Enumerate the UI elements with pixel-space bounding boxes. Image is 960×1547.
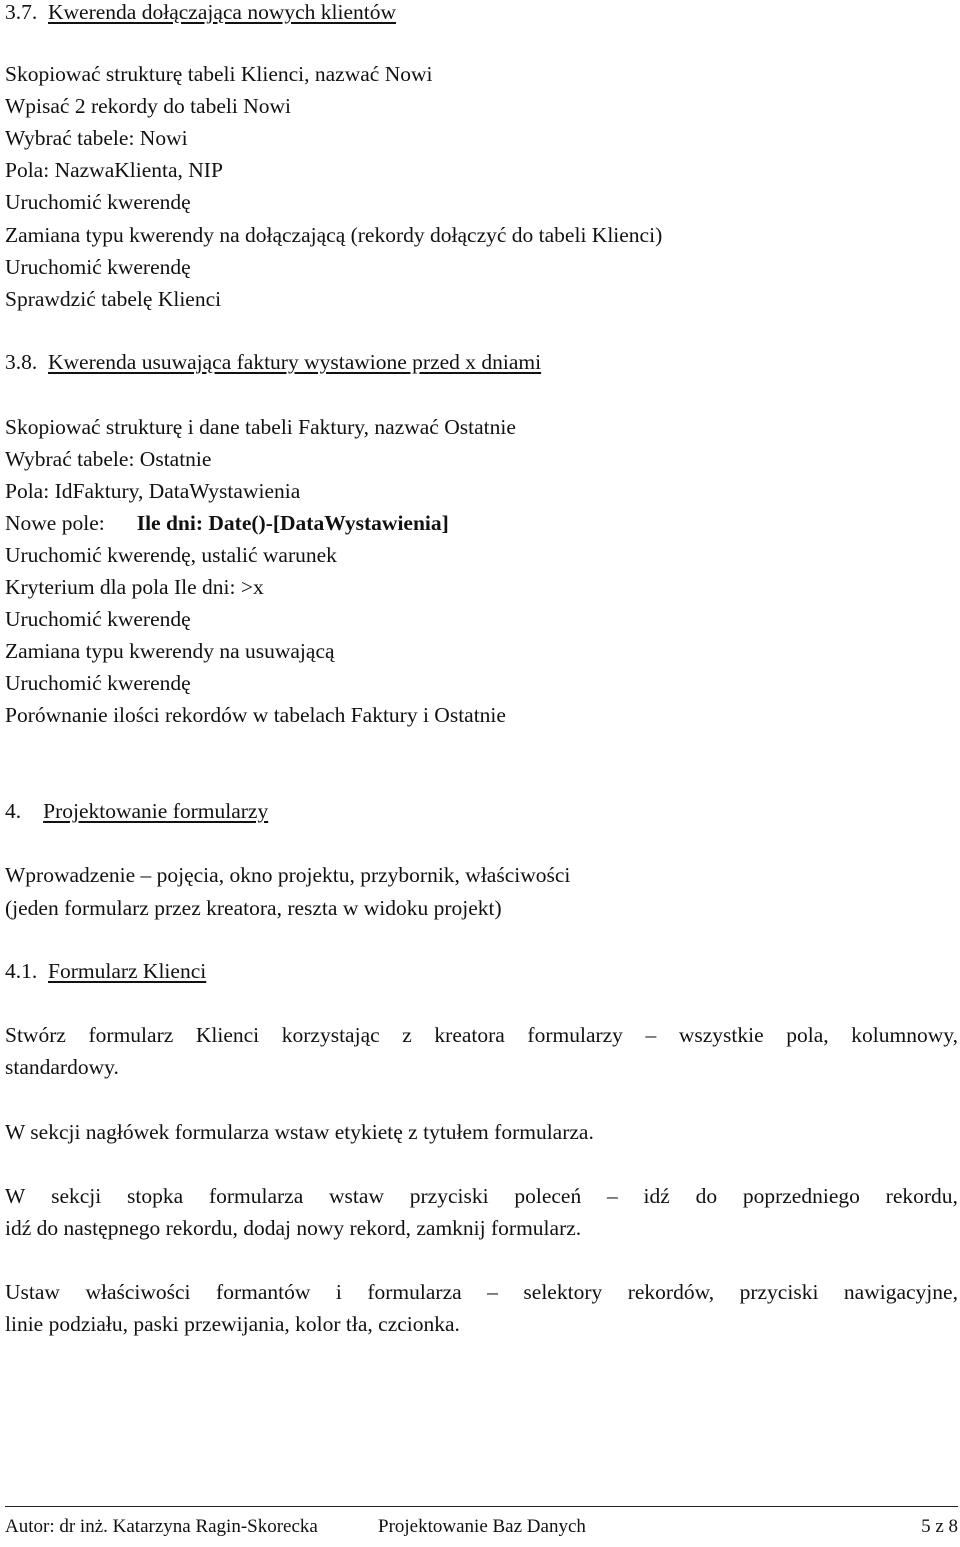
- s38-line: Zamiana typu kwerendy na usuwającą: [5, 639, 335, 663]
- footer-author: Autor: dr inż. Katarzyna Ragin-Skorecka: [5, 1516, 318, 1537]
- word: przyciski: [739, 1280, 819, 1304]
- justified-words: [5, 1280, 958, 1304]
- section-4-heading: [5, 799, 268, 823]
- word: formularz: [88, 1023, 174, 1047]
- s38-line: Porównanie ilości rekordów w tabelach Faktury i Ostatnie: [5, 703, 506, 727]
- section-title: Formularz Klienci: [48, 959, 207, 983]
- new-field-expression: Ile dni: Date()-[DataWystawienia]: [136, 511, 449, 535]
- s38-line: Uruchomić kwerendę: [5, 671, 191, 695]
- word: sekcji: [51, 1184, 102, 1208]
- word: idź: [643, 1184, 670, 1208]
- s37-line: Zamiana typu kwerendy na dołączającą (rekordy dołączyć do tabeli Klienci): [5, 223, 663, 247]
- section-number: 4.: [5, 799, 22, 823]
- word: –: [606, 1184, 618, 1208]
- word: pola,: [786, 1023, 829, 1047]
- word: selektory: [523, 1280, 603, 1304]
- word: właściwości: [85, 1280, 191, 1304]
- section-title: Kwerenda dołączająca nowych klientów: [48, 0, 397, 24]
- section-number: 4.1.: [5, 959, 38, 983]
- word: formularza: [208, 1184, 304, 1208]
- footer-divider: [5, 1506, 958, 1507]
- word: rekordów,: [627, 1280, 715, 1304]
- word: rekordu,: [885, 1184, 958, 1208]
- s38-line: Skopiować strukturę i dane tabeli Faktury, nazwać Ostatnie: [5, 415, 516, 439]
- footer-page-number: 5 z 8: [921, 1516, 958, 1537]
- word: poprzedniego: [742, 1184, 860, 1208]
- section-number: 3.7.: [5, 0, 38, 24]
- s41-paragraph-3-line-1: [5, 1184, 958, 1208]
- s37-line: Wpisać 2 rekordy do tabeli Nowi: [5, 94, 291, 118]
- word: Stwórz: [5, 1023, 66, 1047]
- word: kolumnowy,: [851, 1023, 958, 1047]
- word: stopka: [127, 1184, 184, 1208]
- s4-line: Wprowadzenie – pojęcia, okno projektu, przybornik, właściwości: [5, 863, 571, 887]
- s38-line: Kryterium dla pola Ile dni: >x: [5, 575, 264, 599]
- word: W: [5, 1184, 26, 1208]
- word: –: [487, 1280, 498, 1304]
- word: i: [335, 1280, 342, 1304]
- s41-paragraph-4-line-1: [5, 1280, 958, 1304]
- word: do: [695, 1184, 718, 1208]
- section-title: Projektowanie formularzy: [43, 799, 269, 823]
- word: wstaw: [329, 1184, 384, 1208]
- s38-line: Uruchomić kwerendę: [5, 607, 191, 631]
- s4-line: (jeden formularz przez kreatora, reszta w widoku projekt): [5, 896, 502, 920]
- footer-course: Projektowanie Baz Danych: [378, 1516, 586, 1537]
- justified-words: [5, 1023, 958, 1047]
- s37-line: Pola: NazwaKlienta, NIP: [5, 158, 223, 182]
- word: przyciski: [409, 1184, 489, 1208]
- word: formularzy: [527, 1023, 623, 1047]
- section-3-8-heading: [5, 350, 541, 374]
- word: nawigacyjne,: [843, 1280, 958, 1304]
- word: poleceń: [514, 1184, 582, 1208]
- justified-words: [5, 1184, 958, 1208]
- s41-paragraph-3-line-2: idź do następnego rekordu, dodaj nowy rekord, zamknij formularz.: [5, 1216, 582, 1240]
- s37-line: Sprawdzić tabelę Klienci: [5, 287, 222, 311]
- s41-paragraph-2: W sekcji nagłówek formularza wstaw etykietę z tytułem formularza.: [5, 1120, 594, 1144]
- s37-line: Uruchomić kwerendę: [5, 190, 191, 214]
- s41-paragraph-4-line-2: linie podziału, paski przewijania, kolor tła, czcionka.: [5, 1312, 460, 1336]
- word: Ustaw: [5, 1280, 60, 1304]
- s38-line: Uruchomić kwerendę, ustalić warunek: [5, 543, 337, 567]
- word: –: [645, 1023, 657, 1047]
- section-title: Kwerenda usuwająca faktury wystawione przed x dniami: [48, 350, 542, 374]
- word: korzystając: [281, 1023, 380, 1047]
- s37-line: Skopiować strukturę tabeli Klienci, nazwać Nowi: [5, 62, 433, 86]
- section-4-1-heading: [5, 959, 206, 983]
- s37-line: Uruchomić kwerendę: [5, 255, 191, 279]
- word: Klienci: [195, 1023, 260, 1047]
- word: formantów: [216, 1280, 311, 1304]
- section-number: 3.8.: [5, 350, 38, 374]
- word: kreatora: [434, 1023, 505, 1047]
- s41-paragraph-1-line-2: standardowy.: [5, 1055, 119, 1079]
- s38-line: Wybrać tabele: Ostatnie: [5, 447, 212, 471]
- section-3-7-heading: [5, 0, 396, 24]
- word: wszystkie: [678, 1023, 764, 1047]
- word: formularza: [367, 1280, 462, 1304]
- s38-new-field: [5, 511, 449, 535]
- s41-paragraph-1-line-1: [5, 1023, 958, 1047]
- new-field-label: Nowe pole:: [5, 511, 105, 535]
- s37-line: Wybrać tabele: Nowi: [5, 126, 188, 150]
- word: z: [402, 1023, 412, 1047]
- s38-line: Pola: IdFaktury, DataWystawienia: [5, 479, 301, 503]
